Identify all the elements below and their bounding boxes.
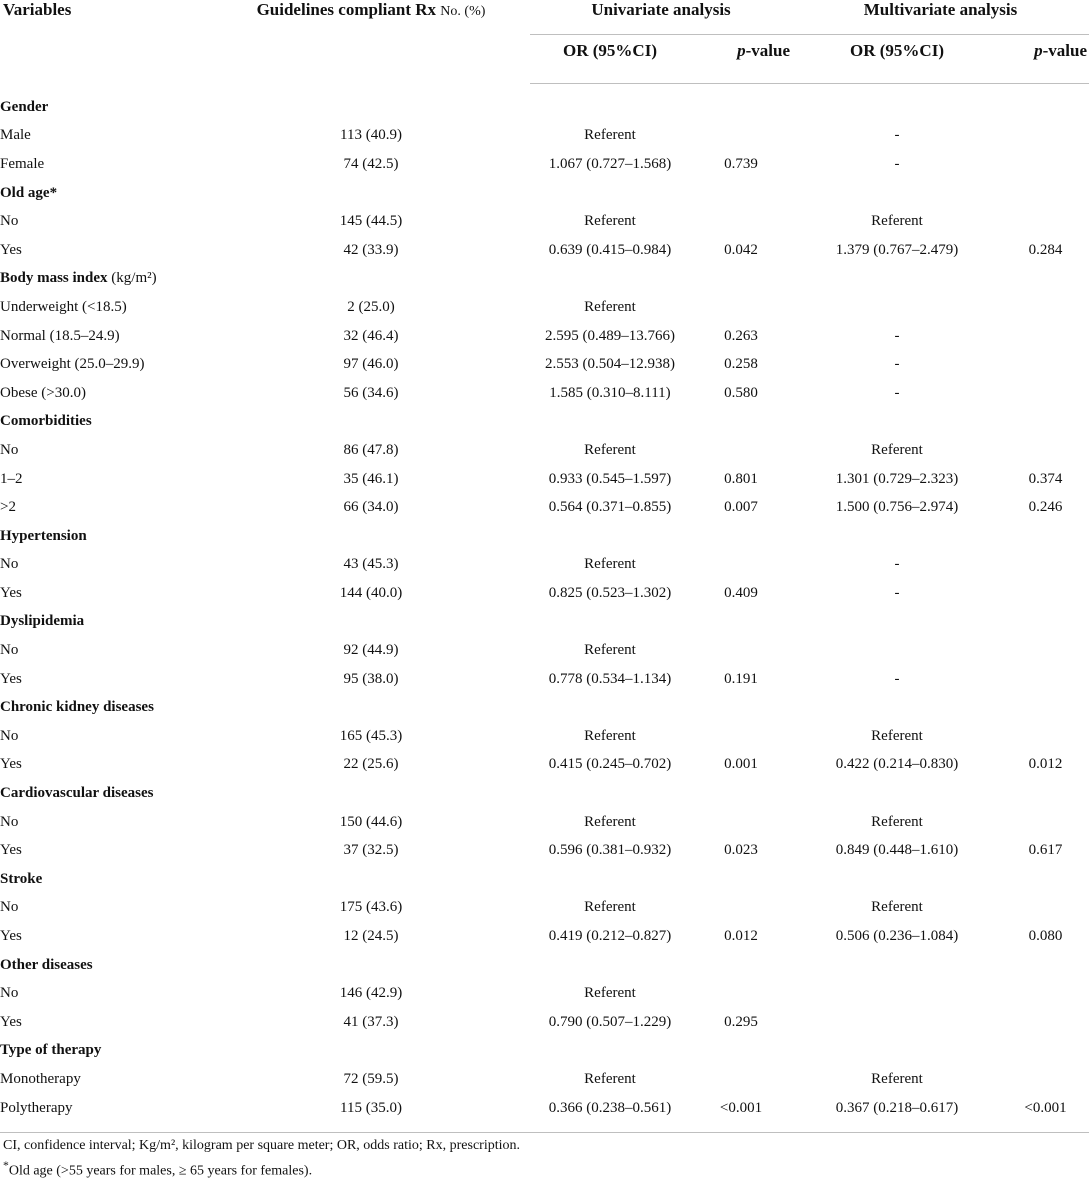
univariate-p-cell xyxy=(690,808,792,837)
variable-cell: Female xyxy=(0,155,45,172)
variable-cell: Male xyxy=(0,127,31,144)
group-row xyxy=(0,179,1089,208)
group-label-text: Stroke xyxy=(0,870,43,887)
group-label xyxy=(0,693,1089,722)
group-label xyxy=(0,522,1089,551)
univariate-p-cell: 0.409 xyxy=(724,584,758,601)
univariate-p-cell: 0.023 xyxy=(724,842,758,859)
group-label xyxy=(0,1037,1089,1066)
variable-cell: No xyxy=(0,727,19,744)
compliant-cell: 97 (46.0) xyxy=(343,356,399,373)
group-label-text: Gender xyxy=(0,98,49,115)
compliant-cell: 74 (42.5) xyxy=(343,155,399,172)
table-row xyxy=(0,322,1089,351)
compliant-cell: 145 (44.5) xyxy=(339,213,403,230)
univariate-or-cell: Referent xyxy=(584,899,636,916)
group-label xyxy=(0,93,1089,122)
table-header xyxy=(0,0,1089,93)
univariate-p-cell: <0.001 xyxy=(719,1099,763,1116)
univariate-p-cell xyxy=(690,1065,792,1094)
multivariate-or-cell: Referent xyxy=(871,813,923,830)
compliant-cell: 41 (37.3) xyxy=(343,1013,399,1030)
table-row xyxy=(0,236,1089,265)
univariate-or-cell: 2.553 (0.504–12.938) xyxy=(545,356,675,373)
multivariate-or-cell: Referent xyxy=(871,899,923,916)
variable-cell: >2 xyxy=(0,499,16,516)
compliant-cell: 22 (25.6) xyxy=(343,756,399,773)
variable-cell: 1–2 xyxy=(0,470,23,487)
multivariate-or-cell: Referent xyxy=(871,727,923,744)
table-row xyxy=(0,379,1089,408)
compliant-cell: 115 (35.0) xyxy=(340,1099,402,1116)
variable-cell: Underweight (<18.5) xyxy=(0,298,127,315)
multivariate-or-cell: - xyxy=(894,384,900,401)
multivariate-p-cell: 0.012 xyxy=(1028,756,1063,773)
univariate-p-cell xyxy=(690,122,792,151)
compliant-cell: 86 (47.8) xyxy=(343,441,399,458)
variable-cell: Monotherapy xyxy=(0,1070,81,1087)
compliant-cell: 2 (25.0) xyxy=(347,298,395,315)
multivariate-or-cell: 1.379 (0.767–2.479) xyxy=(835,241,959,258)
compliant-cell: 113 (40.9) xyxy=(340,127,402,144)
group-row xyxy=(0,93,1089,122)
univariate-p-cell: 0.295 xyxy=(724,1013,758,1030)
header-univariate: Univariate analysis xyxy=(530,0,792,35)
univariate-p-cell xyxy=(690,894,792,923)
header-multivariate: Multivariate analysis xyxy=(792,0,1089,35)
univariate-or-cell: Referent xyxy=(584,298,636,315)
group-label-text: Dyslipidemia xyxy=(0,613,85,630)
table-row xyxy=(0,579,1089,608)
univariate-p-cell: 0.739 xyxy=(724,155,758,172)
multivariate-p-cell: <0.001 xyxy=(1024,1099,1067,1116)
compliant-cell: 175 (43.6) xyxy=(339,899,403,916)
variable-cell: No xyxy=(0,813,19,830)
table-row xyxy=(0,1065,1089,1094)
multivariate-or-cell xyxy=(792,293,1002,322)
multivariate-p-cell xyxy=(1002,551,1089,580)
univariate-p-cell: 0.258 xyxy=(724,356,758,373)
group-label-text: Hypertension xyxy=(0,527,87,544)
multivariate-or-cell: Referent xyxy=(871,441,923,458)
multivariate-or-cell: 1.301 (0.729–2.323) xyxy=(835,470,959,487)
group-label-text: Old age* xyxy=(0,184,58,201)
group-row xyxy=(0,693,1089,722)
compliant-cell: 150 (44.6) xyxy=(339,813,403,830)
multivariate-or-cell: 0.506 (0.236–1.084) xyxy=(835,928,959,945)
p-italic: p xyxy=(737,41,746,60)
multivariate-or-cell: 0.422 (0.214–0.830) xyxy=(835,756,959,773)
table-row xyxy=(0,979,1089,1008)
multivariate-p-cell: 0.617 xyxy=(1028,842,1063,859)
multivariate-p-cell xyxy=(1002,207,1089,236)
univariate-or-cell: 0.596 (0.381–0.932) xyxy=(548,842,672,859)
compliant-cell: 146 (42.9) xyxy=(339,985,403,1002)
table-row xyxy=(0,665,1089,694)
univariate-p-cell: 0.191 xyxy=(724,670,758,687)
multivariate-p-cell xyxy=(1002,150,1089,179)
variable-cell: Obese (>30.0) xyxy=(0,384,86,401)
univariate-or-cell: Referent xyxy=(584,441,636,458)
multivariate-or-cell: - xyxy=(894,670,900,687)
table-row xyxy=(0,1008,1089,1037)
variable-cell: Yes xyxy=(0,928,22,945)
multivariate-p-cell xyxy=(1002,808,1089,837)
univariate-p-cell: 0.263 xyxy=(724,327,758,344)
multivariate-p-cell xyxy=(1002,665,1089,694)
univariate-or-cell: 0.419 (0.212–0.827) xyxy=(548,928,672,945)
univariate-p-cell: 0.001 xyxy=(724,756,758,773)
group-row xyxy=(0,779,1089,808)
univariate-or-cell: 0.790 (0.507–1.229) xyxy=(548,1013,672,1030)
table-row xyxy=(0,722,1089,751)
multivariate-p-cell xyxy=(1002,722,1089,751)
footnotes xyxy=(3,1136,520,1182)
univariate-p-cell: 0.801 xyxy=(724,470,758,487)
univariate-or-cell: 0.778 (0.534–1.134) xyxy=(548,670,672,687)
multivariate-or-cell: 0.367 (0.218–0.617) xyxy=(835,1099,959,1116)
univariate-or-cell: 0.366 (0.238–0.561) xyxy=(548,1099,672,1116)
multivariate-p-cell xyxy=(1002,436,1089,465)
group-row xyxy=(0,608,1089,637)
group-row xyxy=(0,522,1089,551)
group-row xyxy=(0,1037,1089,1066)
variable-cell: No xyxy=(0,642,19,659)
group-label-text: Comorbidities xyxy=(0,413,92,430)
multivariate-p-cell xyxy=(1002,979,1089,1008)
multivariate-p-cell: 0.246 xyxy=(1028,499,1063,516)
header-univariate-p xyxy=(690,35,792,84)
multivariate-p-cell: 0.374 xyxy=(1028,470,1063,487)
multivariate-or-cell: - xyxy=(894,556,900,573)
variable-cell: Yes xyxy=(0,842,22,859)
variable-cell: No xyxy=(0,441,19,458)
univariate-or-cell: Referent xyxy=(584,727,636,744)
table-row xyxy=(0,551,1089,580)
univariate-or-cell: 0.825 (0.523–1.302) xyxy=(548,584,672,601)
multivariate-p-cell: 0.080 xyxy=(1028,928,1063,945)
variable-cell: Yes xyxy=(0,241,22,258)
header-univariate-or: OR (95%CI) xyxy=(530,35,690,84)
variable-cell: No xyxy=(0,899,19,916)
univariate-or-cell: Referent xyxy=(584,985,636,1002)
multivariate-p-cell xyxy=(1002,1065,1089,1094)
table-row xyxy=(0,808,1089,837)
table-row xyxy=(0,293,1089,322)
group-label xyxy=(0,608,1089,637)
multivariate-p-cell xyxy=(1002,579,1089,608)
compliant-cell: 12 (24.5) xyxy=(343,928,399,945)
univariate-or-cell: 1.585 (0.310–8.111) xyxy=(549,384,671,401)
univariate-p-cell: 0.042 xyxy=(724,241,758,258)
header-multivariate-or: OR (95%CI) xyxy=(792,35,1002,84)
table-row xyxy=(0,436,1089,465)
header-compliant-main: Guidelines compliant Rx xyxy=(256,0,437,19)
table-row xyxy=(0,350,1089,379)
compliant-cell: 43 (45.3) xyxy=(343,556,399,573)
univariate-p-cell xyxy=(690,293,792,322)
multivariate-or-cell: - xyxy=(894,155,900,172)
group-label xyxy=(0,179,1089,208)
group-label-text: Type of therapy xyxy=(0,1042,102,1059)
multivariate-or-cell: Referent xyxy=(871,1070,923,1087)
multivariate-p-cell xyxy=(1002,350,1089,379)
univariate-or-cell: Referent xyxy=(584,813,636,830)
multivariate-or-cell: 1.500 (0.756–2.974) xyxy=(835,499,959,516)
multivariate-or-cell: Referent xyxy=(871,213,923,230)
univariate-or-cell: 2.595 (0.489–13.766) xyxy=(545,327,675,344)
footnote-old-age xyxy=(3,1156,520,1182)
variable-cell: Normal (18.5–24.9) xyxy=(0,327,120,344)
table-row xyxy=(0,493,1089,522)
multivariate-p-cell xyxy=(1002,894,1089,923)
compliant-cell: 92 (44.9) xyxy=(343,642,399,659)
group-label-text: Cardiovascular diseases xyxy=(0,785,154,802)
univariate-or-cell: 1.067 (0.727–1.568) xyxy=(548,155,672,172)
univariate-p-cell xyxy=(690,207,792,236)
univariate-p-cell: 0.007 xyxy=(724,499,758,516)
compliant-cell: 37 (32.5) xyxy=(343,842,399,859)
multivariate-or-cell: 0.849 (0.448–1.610) xyxy=(835,842,959,859)
multivariate-p-cell xyxy=(1002,122,1089,151)
table-row xyxy=(0,751,1089,780)
header-variables: Variables xyxy=(3,0,72,19)
multivariate-p-cell xyxy=(1002,1008,1089,1037)
multivariate-p-cell xyxy=(1002,322,1089,351)
multivariate-or-cell: - xyxy=(894,127,900,144)
footnote-abbreviations: CI, confidence interval; Kg/m², kilogram per square meter; OR, odds ratio; Rx, prescription. xyxy=(3,1138,521,1153)
multivariate-p-cell: 0.284 xyxy=(1028,241,1063,258)
compliant-cell: 95 (38.0) xyxy=(343,670,399,687)
table-row xyxy=(0,636,1089,665)
group-label-text: Chronic kidney diseases xyxy=(0,699,154,716)
p-rest: -value xyxy=(1042,41,1087,60)
multivariate-or-cell xyxy=(792,979,1002,1008)
header-compliant xyxy=(212,0,530,84)
p-rest: -value xyxy=(745,41,790,60)
header-multivariate-p xyxy=(1002,35,1089,84)
group-label xyxy=(0,408,1089,437)
univariate-or-cell: Referent xyxy=(584,1070,636,1087)
univariate-or-cell: 0.639 (0.415–0.984) xyxy=(548,241,672,258)
group-row xyxy=(0,408,1089,437)
multivariate-or-cell: - xyxy=(894,327,900,344)
compliant-cell: 144 (40.0) xyxy=(339,584,403,601)
variable-cell: No xyxy=(0,985,19,1002)
table-row xyxy=(0,207,1089,236)
univariate-p-cell xyxy=(690,979,792,1008)
univariate-p-cell xyxy=(690,436,792,465)
variable-cell: Yes xyxy=(0,670,22,687)
variable-cell: No xyxy=(0,213,19,230)
variable-cell: Yes xyxy=(0,1013,22,1030)
compliant-cell: 35 (46.1) xyxy=(343,470,399,487)
compliant-cell: 56 (34.6) xyxy=(343,384,399,401)
variable-cell: Overweight (25.0–29.9) xyxy=(0,356,145,373)
univariate-or-cell: 0.415 (0.245–0.702) xyxy=(548,756,672,773)
table-row xyxy=(0,150,1089,179)
group-label xyxy=(0,951,1089,980)
group-label-unit: (kg/m²) xyxy=(107,270,157,287)
multivariate-p-cell xyxy=(1002,379,1089,408)
univariate-p-cell: 0.012 xyxy=(724,928,758,945)
table-row xyxy=(0,1094,1089,1123)
univariate-p-cell xyxy=(690,722,792,751)
group-row xyxy=(0,265,1089,294)
compliant-cell: 42 (33.9) xyxy=(343,241,399,258)
multivariate-p-cell xyxy=(1002,293,1089,322)
group-row xyxy=(0,951,1089,980)
univariate-or-cell: Referent xyxy=(584,556,636,573)
multivariate-or-cell: - xyxy=(894,584,900,601)
multivariate-p-cell xyxy=(1002,636,1089,665)
p-italic: p xyxy=(1034,41,1043,60)
group-label xyxy=(0,865,1089,894)
variable-cell: Yes xyxy=(0,584,22,601)
univariate-or-cell: Referent xyxy=(584,642,636,659)
group-label-text: Body mass index xyxy=(0,270,108,287)
compliant-cell: 66 (34.0) xyxy=(343,499,399,516)
compliant-cell: 72 (59.5) xyxy=(343,1070,399,1087)
univariate-or-cell: 0.564 (0.371–0.855) xyxy=(548,499,672,516)
univariate-or-cell: Referent xyxy=(584,213,636,230)
table-row xyxy=(0,836,1089,865)
multivariate-or-cell xyxy=(792,636,1002,665)
univariate-p-cell xyxy=(690,636,792,665)
table-body xyxy=(0,93,1089,1122)
table-row xyxy=(0,122,1089,151)
multivariate-or-cell: - xyxy=(894,356,900,373)
group-label xyxy=(0,265,1089,294)
group-row xyxy=(0,865,1089,894)
table-row xyxy=(0,922,1089,951)
footnote-old-age-text: Old age (>55 years for males, ≥ 65 years for females). xyxy=(8,1163,313,1179)
table-row xyxy=(0,465,1089,494)
univariate-or-cell: 0.933 (0.545–1.597) xyxy=(548,470,672,487)
variable-cell: Polytherapy xyxy=(0,1099,73,1116)
group-label xyxy=(0,779,1089,808)
variable-cell: No xyxy=(0,556,19,573)
multivariate-or-cell xyxy=(792,1008,1002,1037)
group-label-text: Other diseases xyxy=(0,956,93,973)
footnote-star: * xyxy=(3,1159,9,1172)
univariate-p-cell: 0.580 xyxy=(724,384,758,401)
univariate-p-cell xyxy=(690,551,792,580)
univariate-or-cell: Referent xyxy=(584,127,636,144)
header-compliant-sub: No. (%) xyxy=(440,4,486,19)
compliant-cell: 32 (46.4) xyxy=(343,327,399,344)
compliant-cell: 165 (45.3) xyxy=(339,727,403,744)
variable-cell: Yes xyxy=(0,756,22,773)
table-row xyxy=(0,894,1089,923)
